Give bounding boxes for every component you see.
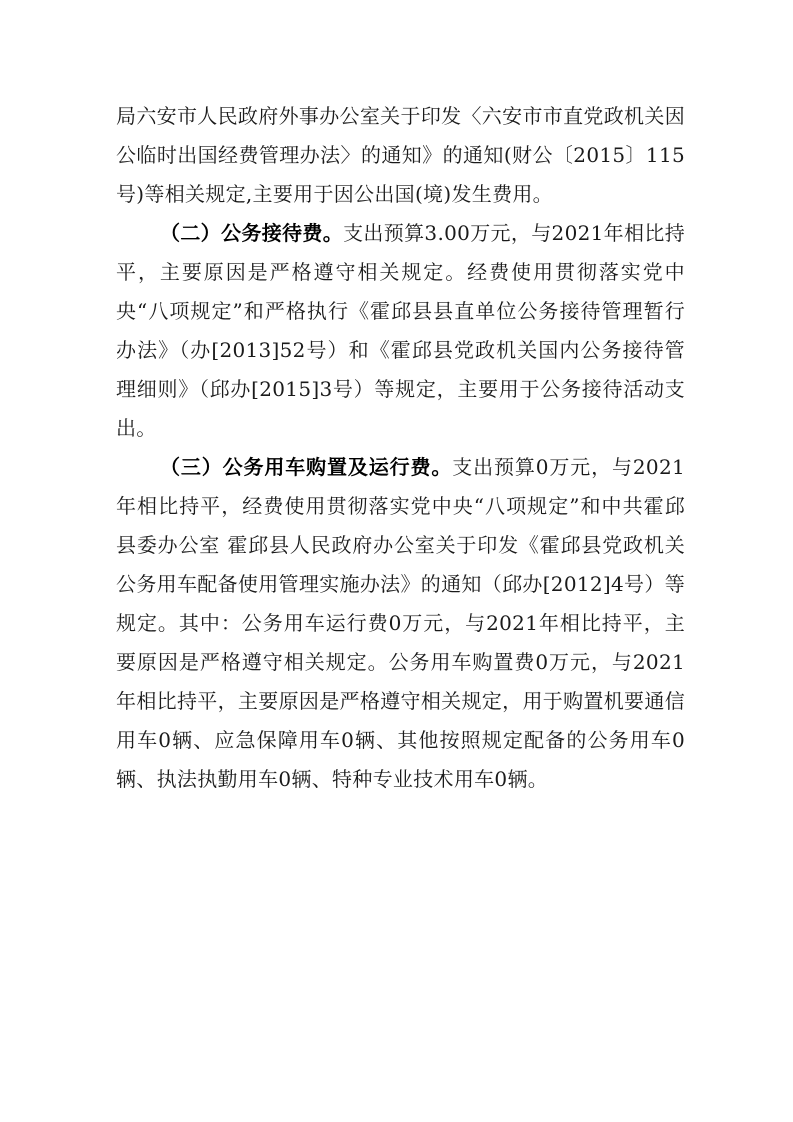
paragraph-text: 局六安市人民政府外事办公室关于印发〈六安市市直党政机关因公临时出国经费管理办法〉的通知》的通知(财公〔2015〕115号)等相关规定,主要用于因公出国(境)发生费用。 xyxy=(116,104,685,206)
paragraph-vehicle-expenses xyxy=(116,448,685,799)
paragraph-text: 支出预算0万元，与2021年相比持平，经费使用贯彻落实党中央“八项规定”和中共霍邱县委办公室 霍邱县人民政府办公室关于印发《霍邱县党政机关公务用车配备使用管理实施办法》的通知（邱办[2012]4号）等规定。其中：公务用车运行费0万元，与2021年相比持平，主要原因是严格遵守相关规定。公务用车购置费0万元，与2021年相比持平，主要原因是严格遵守相关规定，用于购置机要通信用车0辆、应急保障用车0辆、其他按照规定配备的公务用车0辆、执法执勤用车0辆、特种专业技术用车0辆。 xyxy=(116,455,685,791)
paragraph-text: 支出预算3.00万元，与2021年相比持平，主要原因是严格遵守相关规定。经费使用贯彻落实党中央“八项规定”和严格执行《霍邱县县直单位公务接待管理暂行办法》（办[2013]52号）和《霍邱县党政机关国内公务接待管理细则》（邱办[2015]3号）等规定，主要用于公务接待活动支出。 xyxy=(116,221,685,440)
document-body xyxy=(116,97,685,799)
section-heading-vehicle: （三）公务用车购置及运行费。 xyxy=(160,455,453,479)
section-heading-reception: （二）公务接待费。 xyxy=(160,221,344,245)
paragraph-overseas-travel xyxy=(116,97,685,214)
paragraph-reception-expenses xyxy=(116,214,685,448)
